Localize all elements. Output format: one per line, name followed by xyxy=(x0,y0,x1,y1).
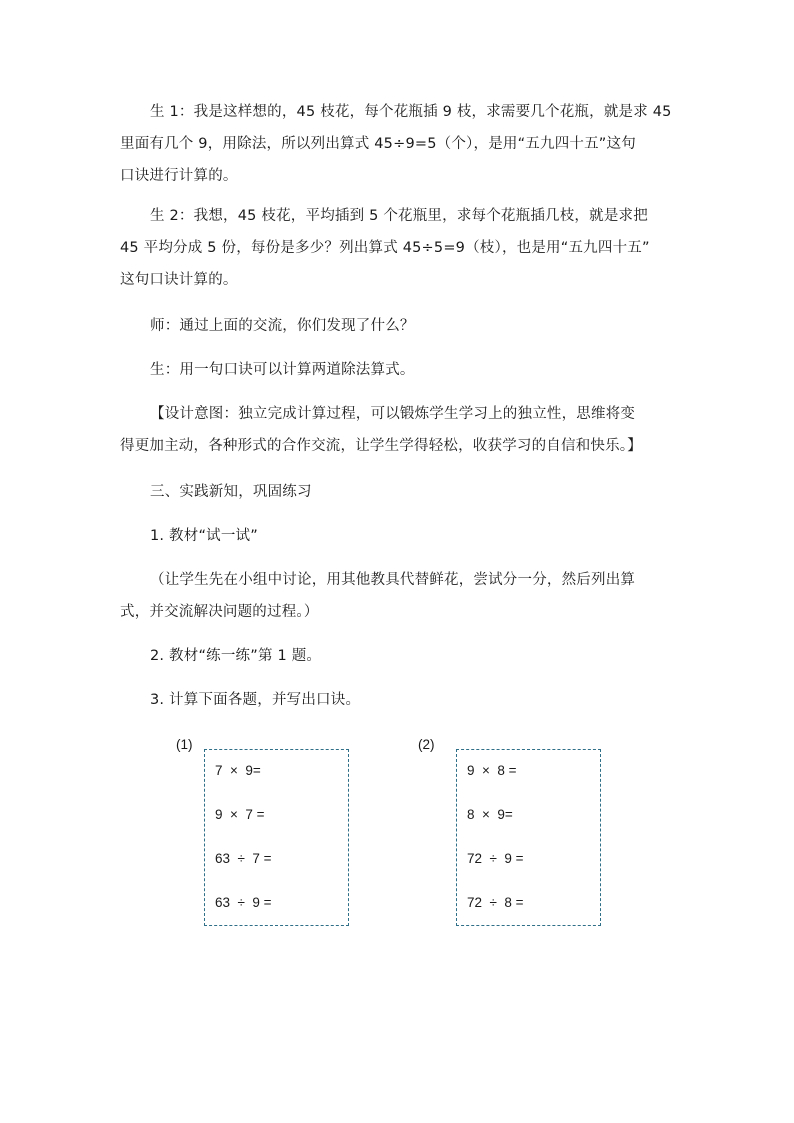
exercise-row: 63 ÷ 9 = xyxy=(215,895,272,910)
exercise-row: 8 × 9= xyxy=(467,807,513,822)
exercise-group-2-label: (2) xyxy=(418,737,435,752)
paragraph-teacher xyxy=(120,310,680,342)
exercise-row: 9 × 7 = xyxy=(215,807,265,822)
exercise-row: 7 × 9= xyxy=(215,763,261,778)
list-item-2 xyxy=(120,640,680,672)
list-item-text: 1. 教材“试一试” xyxy=(150,528,258,544)
list-item-1 xyxy=(120,520,680,552)
list-item-text: 2. 教材“练一练”第 1 题。 xyxy=(150,648,322,664)
paragraph-line: 【设计意图：独立完成计算过程，可以锻炼学生学习上的独立性，思维将变 xyxy=(150,406,636,422)
exercise-row: 72 ÷ 9 = xyxy=(467,851,524,866)
paragraph-line: 口诀进行计算的。 xyxy=(120,168,238,184)
exercise-group-1-label: (1) xyxy=(176,737,193,752)
paragraph-line: 这句口诀计算的。 xyxy=(120,272,238,288)
paragraph-design-intent xyxy=(120,398,680,462)
exercise-row: 72 ÷ 8 = xyxy=(467,895,524,910)
paragraph-line: 式，并交流解决问题的过程。） xyxy=(120,604,319,620)
section-title-text: 三、实践新知，巩固练习 xyxy=(150,484,312,500)
paragraph-line: 生 2：我想，45 枝花，平均插到 5 个花瓶里，求每个花瓶插几枝，就是求把 xyxy=(150,208,648,224)
list-item-text: 3. 计算下面各题，并写出口诀。 xyxy=(150,692,361,708)
paragraph-line: 生：用一句口诀可以计算两道除法算式。 xyxy=(150,362,415,378)
paragraph-line: 45 平均分成 5 份，每份是多少？列出算式 45÷5=9（枝），也是用“五九四十五” xyxy=(120,240,650,256)
paragraph-line: 得更加主动，各种形式的合作交流，让学生学得轻松，收获学习的自信和快乐。】 xyxy=(120,438,642,454)
paragraph-student2 xyxy=(120,200,680,296)
list-item-1-note xyxy=(120,564,680,628)
paragraph-line: 师：通过上面的交流，你们发现了什么？ xyxy=(150,318,415,334)
list-item-3 xyxy=(120,684,680,716)
paragraph-line: 里面有几个 9，用除法，所以列出算式 45÷9=5（个），是用“五九四十五”这句 xyxy=(120,136,636,152)
exercise-row: 63 ÷ 7 = xyxy=(215,851,272,866)
paragraph-student-conclusion xyxy=(120,354,680,386)
exercise-box-1 xyxy=(204,749,349,926)
exercise-box-2 xyxy=(456,749,601,926)
paragraph-line: （让学生先在小组中讨论，用其他教具代替鲜花，尝试分一分，然后列出算 xyxy=(150,572,636,588)
paragraph-student1 xyxy=(120,96,680,192)
exercise-row: 9 × 8 = xyxy=(467,763,517,778)
paragraph-line: 生 1：我是这样想的，45 枝花，每个花瓶插 9 枝，求需要几个花瓶，就是求 45 xyxy=(150,104,672,120)
section-title xyxy=(120,476,680,508)
